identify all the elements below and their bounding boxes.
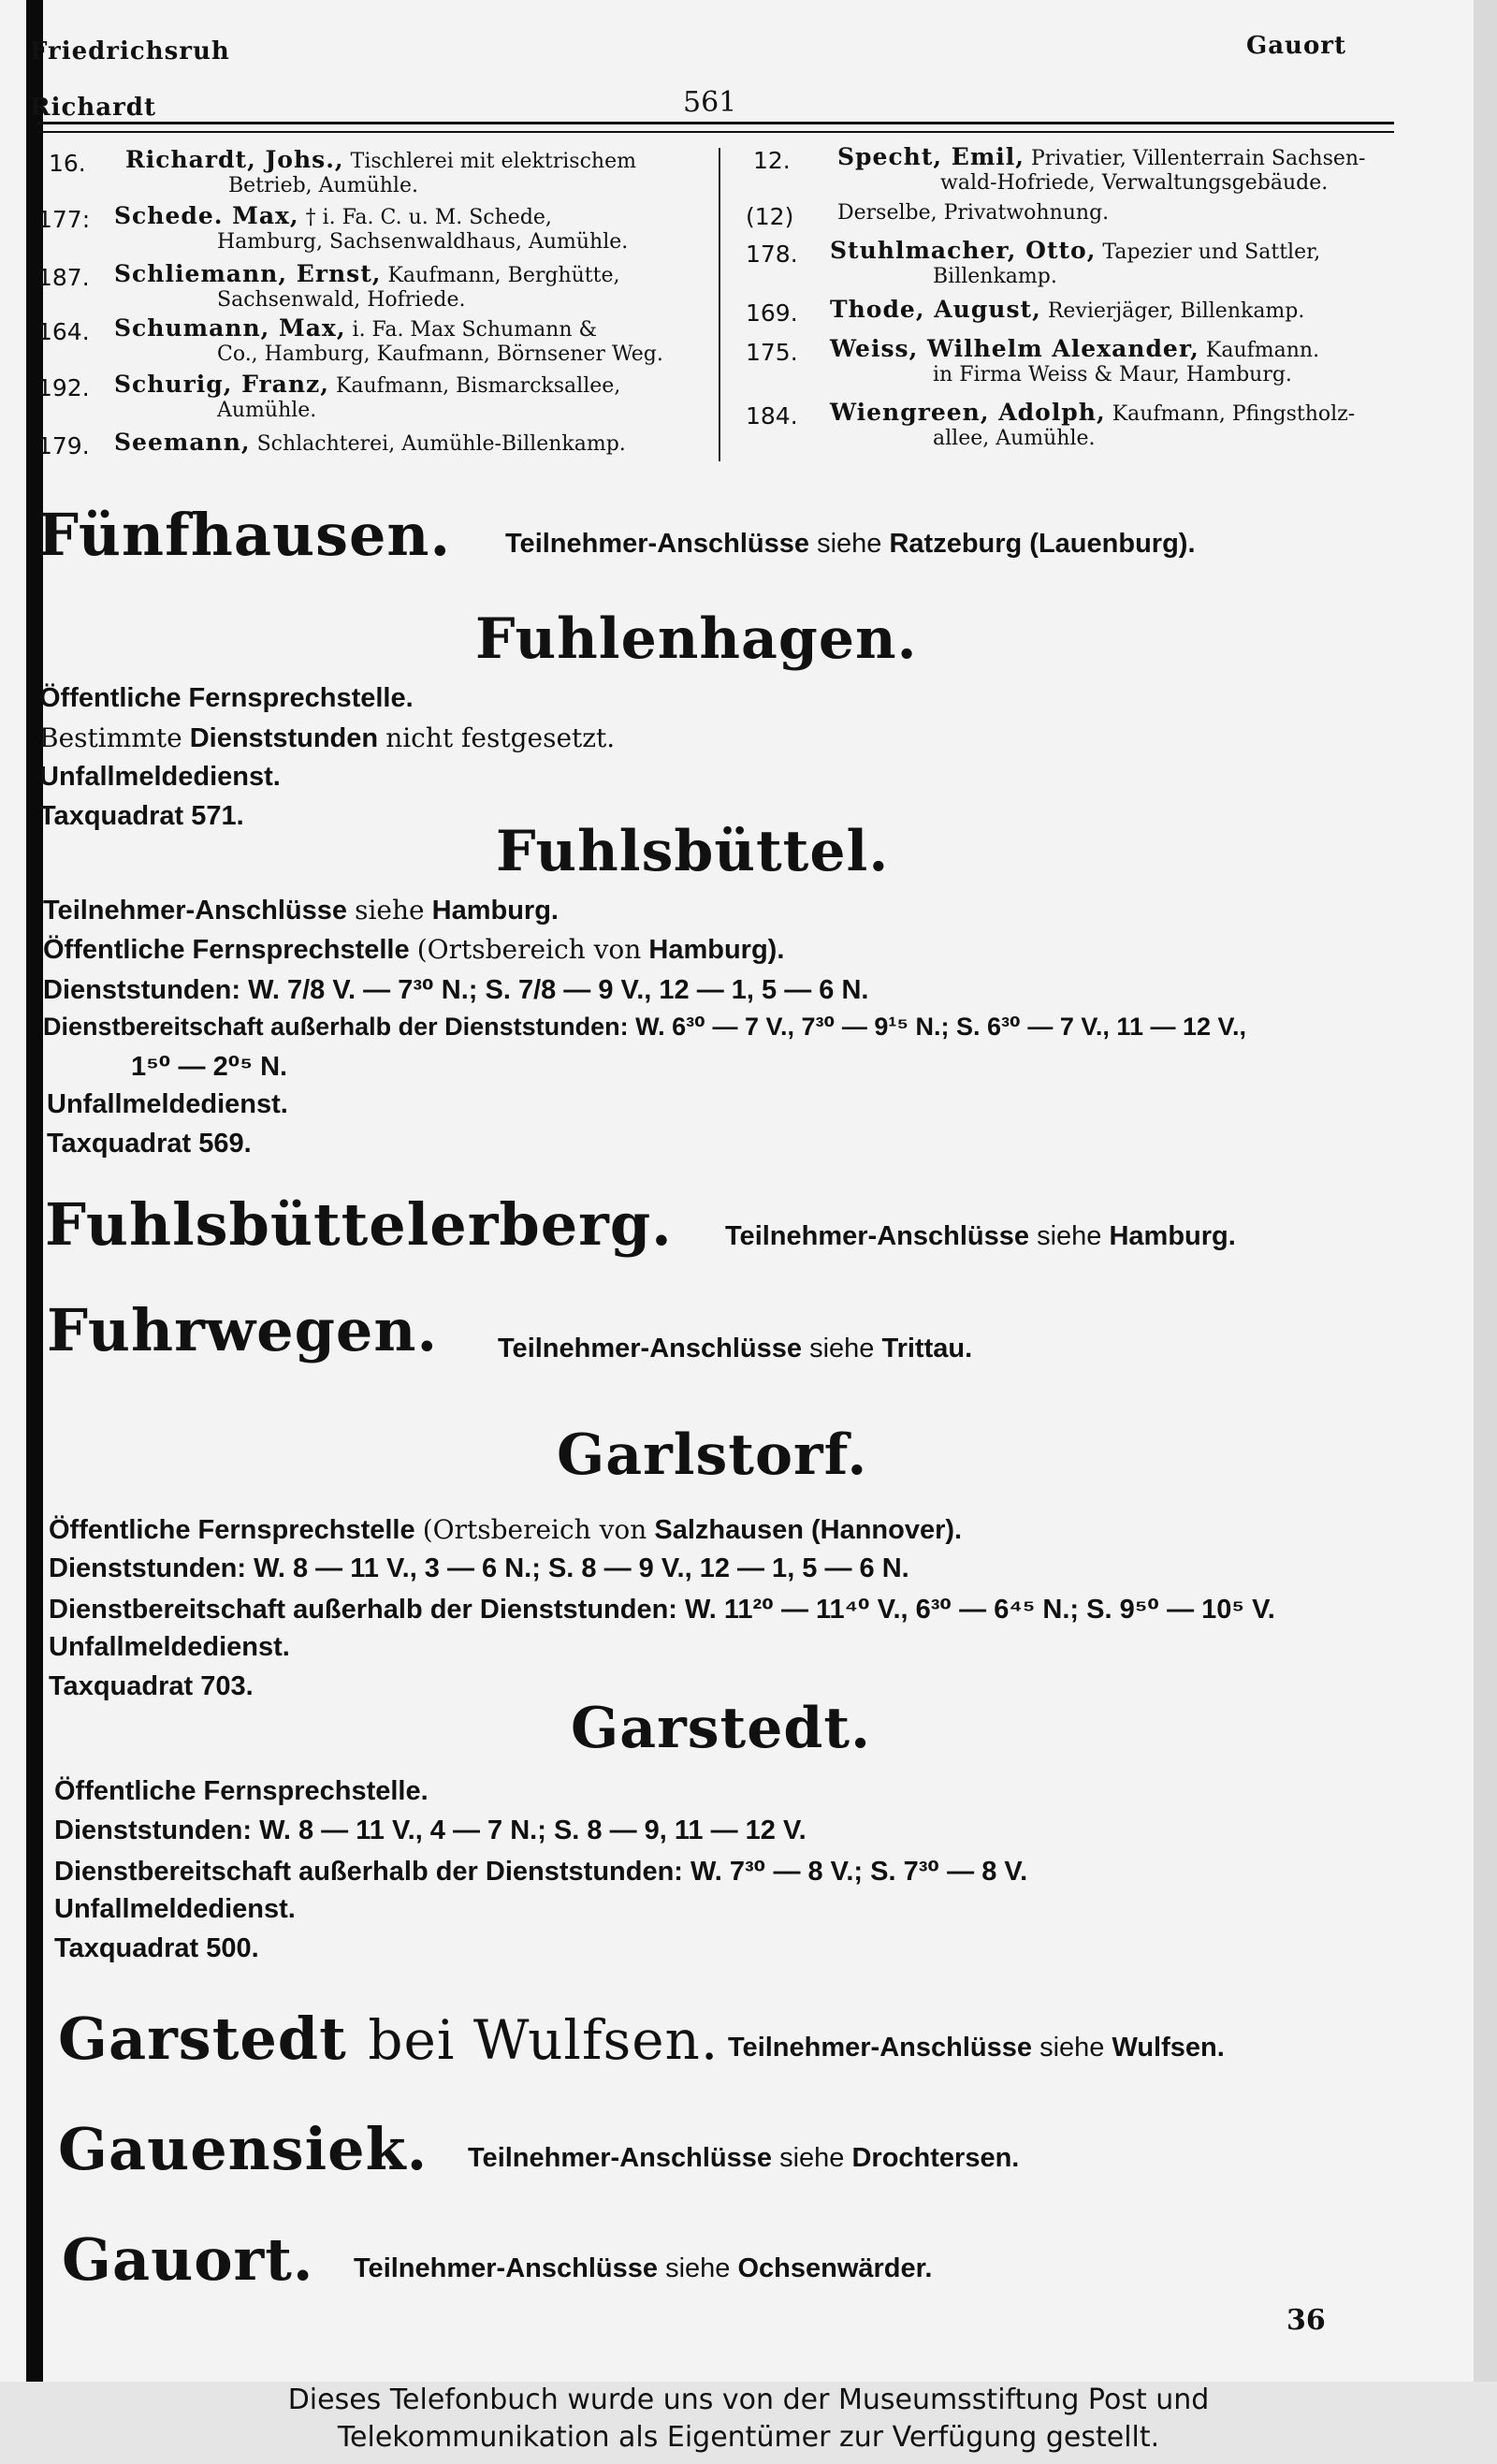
reference-see: siehe xyxy=(817,529,882,559)
info-text: siehe xyxy=(355,895,425,926)
subscriber-reference xyxy=(354,2253,932,2284)
entry-text-continued: Hamburg, Sachsenwaldhaus, Aumühle. xyxy=(217,230,629,254)
place-heading-gauort: Gauort. xyxy=(62,2225,314,2294)
entry-text-continued: Sachsenwald, Hofriede. xyxy=(217,288,466,312)
entry-name: Specht, Emil, xyxy=(837,143,1025,170)
info-text: Hamburg. xyxy=(431,896,559,926)
info-line: Taxquadrat 571. xyxy=(39,801,244,831)
place-heading-gauensiek: Gauensiek. xyxy=(58,2115,429,2183)
entry-number: 169. xyxy=(746,299,798,327)
reference-see: siehe xyxy=(809,1334,875,1363)
place-heading-garlstorf: Garlstorf. xyxy=(557,1422,868,1488)
info-text: Teilnehmer-Anschlüsse xyxy=(43,896,348,926)
info-text: nicht festgesetzt. xyxy=(385,722,616,753)
entry-name: Weiss, Wilhelm Alexander, xyxy=(830,335,1199,362)
place-heading-fuhrwegen: Fuhrwegen. xyxy=(47,1296,439,1364)
place-heading-fuhlenhagen: Fuhlenhagen. xyxy=(475,606,918,672)
reference-target: Trittau. xyxy=(881,1334,973,1363)
info-line: Unfallmeldedienst. xyxy=(54,1894,296,1924)
entry-text-continued: allee, Aumühle. xyxy=(933,427,1096,450)
header-rule xyxy=(37,122,1394,124)
info-text: Dienststunden xyxy=(189,723,379,753)
entry-text: Tischlerei mit elektrischem xyxy=(350,150,636,173)
info-line: Unfallmeldedienst. xyxy=(47,1089,288,1119)
place-heading-garstedt: Garstedt. xyxy=(571,1696,871,1761)
info-line: Unfallmeldedienst. xyxy=(39,762,281,792)
info-line xyxy=(49,1514,962,1546)
place-heading-fuenfhausen: Fünfhausen. xyxy=(37,501,452,569)
entry-name: Schliemann, Ernst, xyxy=(114,260,382,287)
info-text: Hamburg). xyxy=(648,935,785,965)
reference-label: Teilnehmer-Anschlüsse xyxy=(354,2253,659,2283)
reference-target: Drochtersen. xyxy=(851,2143,1020,2173)
reference-see: siehe xyxy=(665,2253,731,2283)
heading-text: bei Wulfsen. xyxy=(368,2008,719,2072)
page-number: 561 xyxy=(683,86,737,119)
reference-label: Teilnehmer-Anschlüsse xyxy=(725,1221,1030,1251)
entry-number: 16. xyxy=(49,150,86,177)
subscriber-reference xyxy=(725,1221,1236,1252)
subscriber-reference xyxy=(468,2143,1019,2174)
info-line: 1⁵⁰ — 2⁰⁵ N. xyxy=(131,1052,288,1082)
entry-text-continued: Betrieb, Aumühle. xyxy=(228,174,418,197)
entry-number: 164. xyxy=(37,318,90,345)
reference-target: Wulfsen. xyxy=(1112,2033,1225,2063)
reference-label: Teilnehmer-Anschlüsse xyxy=(468,2143,773,2173)
header-rule-2 xyxy=(37,131,1394,133)
reference-target: Ratzeburg (Lauenburg). xyxy=(889,529,1196,559)
reference-label: Teilnehmer-Anschlüsse xyxy=(498,1334,803,1363)
entry-text: Kaufmann, Bismarcksallee, xyxy=(335,374,621,398)
subscriber-reference xyxy=(498,1334,972,1364)
entry-number: 177: xyxy=(37,206,91,233)
reference-target: Hamburg. xyxy=(1109,1221,1236,1251)
entry-number: (12) xyxy=(746,203,794,230)
entry-name: Wiengreen, Adolph, xyxy=(830,399,1106,426)
entry-text: Derselbe, Privatwohnung. xyxy=(837,201,1110,225)
entry-text-continued: Co., Hamburg, Kaufmann, Börnsener Weg. xyxy=(217,343,663,366)
info-line: Taxquadrat 500. xyxy=(54,1933,259,1963)
ownership-banner xyxy=(0,2382,1497,2464)
info-line xyxy=(43,934,784,966)
reference-label: Teilnehmer-Anschlüsse xyxy=(505,529,810,559)
place-heading-garstedt-wulfsen xyxy=(58,2005,719,2073)
info-line: Öffentliche Fernsprechstelle. xyxy=(54,1776,429,1806)
info-line xyxy=(39,722,615,754)
info-line: Dienststunden: W. 8 — 11 V., 3 — 6 N.; S. 8 — 9 V., 12 — 1, 5 — 6 N. xyxy=(49,1553,909,1583)
info-text: (Ortsbereich von xyxy=(422,1514,647,1545)
place-heading-fuhlsbuettel: Fuhlsbüttel. xyxy=(496,819,890,884)
entry-text: Kaufmann, Berghütte, xyxy=(387,264,620,287)
running-head-right: Gauort xyxy=(1246,32,1347,60)
reference-see: siehe xyxy=(779,2143,845,2173)
entry-number: 178. xyxy=(746,241,798,268)
entry-text-continued: Aumühle. xyxy=(217,399,317,422)
reference-target: Ochsenwärder. xyxy=(737,2253,933,2283)
entry-text: Kaufmann. xyxy=(1205,339,1320,362)
info-text: Bestimmte xyxy=(39,722,182,753)
info-line: Taxquadrat 703. xyxy=(49,1671,254,1701)
entry-number: 192. xyxy=(37,374,90,401)
entry-text: Schlachterei, Aumühle-Billenkamp. xyxy=(256,432,626,456)
heading-text: Garstedt xyxy=(58,2005,347,2073)
info-line: Dienstbereitschaft außerhalb der Dienststunden: W. 7³⁰ — 8 V.; S. 7³⁰ — 8 V. xyxy=(54,1857,1028,1887)
entry-text: i. Fa. Max Schumann & xyxy=(352,318,598,342)
running-head-left-top: Friedrichsruh xyxy=(30,37,230,66)
info-line: Unfallmeldedienst. xyxy=(49,1632,290,1662)
reference-see: siehe xyxy=(1037,1221,1102,1251)
entry-name: Schurig, Franz, xyxy=(114,371,329,398)
entry-text: Privatier, Villenterrain Sachsen- xyxy=(1031,147,1366,170)
running-head-left-bottom: Richardt xyxy=(30,94,156,122)
info-text: Salzhausen (Hannover). xyxy=(654,1515,963,1545)
signature-mark: 36 xyxy=(1286,2304,1326,2337)
banner-line-1: Dieses Telefonbuch wurde uns von der Museumsstiftung Post und xyxy=(287,2384,1210,2416)
info-line: Dienstbereitschaft außerhalb der Dienststunden: W. 11²⁰ — 11⁴⁰ V., 6³⁰ — 6⁴⁵ N.; S. 9⁵⁰ — 10⁵ V. xyxy=(49,1595,1275,1625)
entry-text: Tapezier und Sattler, xyxy=(1102,241,1321,264)
entry-text-continued: in Firma Weiss & Maur, Hamburg. xyxy=(933,363,1292,386)
banner-line-2: Telekommunikation als Eigentümer zur Verfügung gestellt. xyxy=(337,2421,1160,2454)
reference-see: siehe xyxy=(1039,2033,1105,2063)
info-line xyxy=(43,895,559,926)
entry-text-continued: Billenkamp. xyxy=(933,265,1057,288)
subscriber-reference xyxy=(505,529,1196,560)
info-line: Dienststunden: W. 8 — 11 V., 4 — 7 N.; S. 8 — 9, 11 — 12 V. xyxy=(54,1815,807,1845)
entry-number: 187. xyxy=(37,264,90,291)
entry-text: Kaufmann, Pfingstholz- xyxy=(1112,402,1356,426)
entry-text-continued: wald-Hofriede, Verwaltungsgebäude. xyxy=(940,171,1329,195)
entry-text: † i. Fa. C. u. M. Schede, xyxy=(305,206,552,229)
info-text: Öffentliche Fernsprechstelle xyxy=(43,935,410,965)
info-line: Dienstbereitschaft außerhalb der Dienststunden: W. 6³⁰ — 7 V., 7³⁰ — 9¹⁵ N.; S. 6³⁰ — 7 V., 11 — 12 V., xyxy=(43,1013,1247,1041)
page-edge xyxy=(1474,0,1497,2382)
entry-name: Thode, August, xyxy=(830,296,1041,323)
subscriber-reference xyxy=(728,2033,1225,2063)
reference-label: Teilnehmer-Anschlüsse xyxy=(728,2033,1033,2063)
entry-text: Revierjäger, Billenkamp. xyxy=(1047,299,1305,323)
place-heading-fuhlsbuettelerberg: Fuhlsbüttelerberg. xyxy=(45,1190,673,1259)
entry-number: 179. xyxy=(37,432,90,459)
info-line: Dienststunden: W. 7/8 V. — 7³⁰ N.; S. 7/8 — 9 V., 12 — 1, 5 — 6 N. xyxy=(43,975,869,1005)
info-text: Öffentliche Fernsprechstelle xyxy=(49,1515,415,1545)
entry-name: Seemann, xyxy=(114,429,251,456)
entry-name: Schumann, Max, xyxy=(114,314,346,342)
entry-name: Schede. Max, xyxy=(114,202,299,229)
entry-number: 184. xyxy=(746,402,798,430)
info-line: Öffentliche Fernsprechstelle. xyxy=(39,683,414,713)
entry-name: Richardt, Johs., xyxy=(125,146,344,173)
info-text: (Ortsbereich von xyxy=(416,934,642,965)
info-line: Taxquadrat 569. xyxy=(47,1129,252,1159)
entry-number: 12. xyxy=(753,147,791,174)
entry-number: 175. xyxy=(746,339,798,366)
entry-name: Stuhlmacher, Otto, xyxy=(830,237,1097,264)
page-content xyxy=(28,0,1413,2382)
